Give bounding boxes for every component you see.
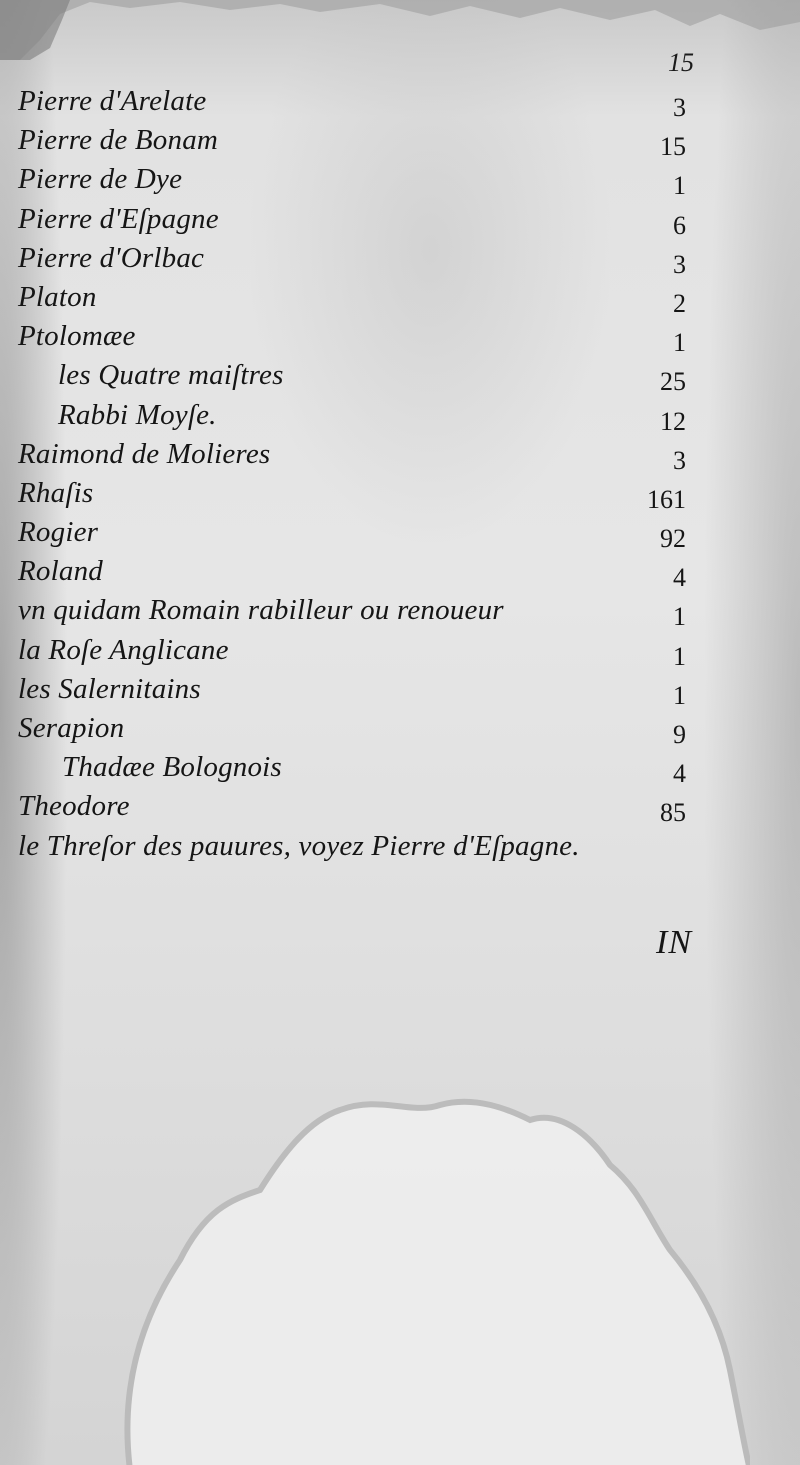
entry-page: 9 <box>673 720 686 749</box>
entry-page: 1 <box>673 328 686 358</box>
entry-page: 3 <box>673 93 686 122</box>
entry-name: les Quatre maiſtres <box>58 359 284 392</box>
index-entry <box>18 513 698 552</box>
entry-page: 1 <box>673 680 686 710</box>
index-entry <box>18 435 698 474</box>
entry-page: 3 <box>673 249 686 279</box>
entry-name: la Roſe Anglicane <box>18 633 229 666</box>
entry-page: 2 <box>673 288 686 318</box>
index-entry <box>18 474 698 513</box>
entry-page: 12 <box>660 406 686 436</box>
entry-name: Thadæe Bolognois <box>62 751 282 784</box>
catchword: IN <box>656 924 692 961</box>
entry-page: 3 <box>673 445 686 475</box>
index-entry <box>18 670 698 709</box>
index-entry <box>18 552 698 591</box>
entry-name: Pierre de Bonam <box>18 124 219 157</box>
entry-name: Rogier <box>18 516 99 549</box>
entry-name: Pierre d'Orlbac <box>18 241 205 274</box>
index-list <box>18 82 698 866</box>
entry-page: 1 <box>673 641 686 671</box>
entry-name: Raimond de Molieres <box>18 437 271 470</box>
entry-name: le Threſor des pauures, voyez Pierre d'Eſpagne. <box>18 829 580 862</box>
entry-name: Theodore <box>18 790 130 823</box>
water-stain <box>110 1090 750 1465</box>
entry-page: 161 <box>647 484 686 514</box>
entry-name: vn quidam Romain rabilleur ou renoueur <box>18 594 504 627</box>
index-entry <box>18 748 698 787</box>
index-entry <box>18 827 698 866</box>
entry-name: Rabbi Moyſe. <box>58 398 217 431</box>
index-entry <box>18 200 698 239</box>
index-entry <box>18 160 698 199</box>
entry-name: Ptolomæe <box>18 320 136 353</box>
entry-page: 4 <box>673 563 686 593</box>
entry-page: 6 <box>673 210 686 240</box>
entry-page: 85 <box>660 798 686 828</box>
entry-name: Platon <box>18 280 97 313</box>
entry-name: Pierre d'Arelate <box>18 85 207 117</box>
index-entry <box>18 631 698 670</box>
entry-name: Rhaſis <box>18 476 94 509</box>
entry-page: 92 <box>660 524 686 554</box>
running-page-number: 15 <box>668 48 694 77</box>
index-entry <box>18 82 698 121</box>
entry-name: les Salernitains <box>18 672 201 705</box>
entry-name: Roland <box>18 555 103 588</box>
index-entry <box>18 239 698 278</box>
entry-page: 1 <box>673 602 686 632</box>
index-entry <box>18 709 698 748</box>
entry-page: 4 <box>673 759 686 789</box>
index-entry <box>18 591 698 630</box>
index-entry <box>18 278 698 317</box>
entry-page: 1 <box>673 171 686 201</box>
entry-name: Serapion <box>18 712 125 744</box>
index-entry <box>18 317 698 356</box>
entry-page: 25 <box>660 367 686 397</box>
entry-page: 15 <box>660 132 686 162</box>
index-entry <box>18 396 698 435</box>
index-entry <box>18 787 698 826</box>
index-entry <box>18 356 698 395</box>
index-entry <box>18 121 698 160</box>
entry-name: Pierre de Dye <box>18 163 183 196</box>
entry-name: Pierre d'Eſpagne <box>18 202 219 235</box>
